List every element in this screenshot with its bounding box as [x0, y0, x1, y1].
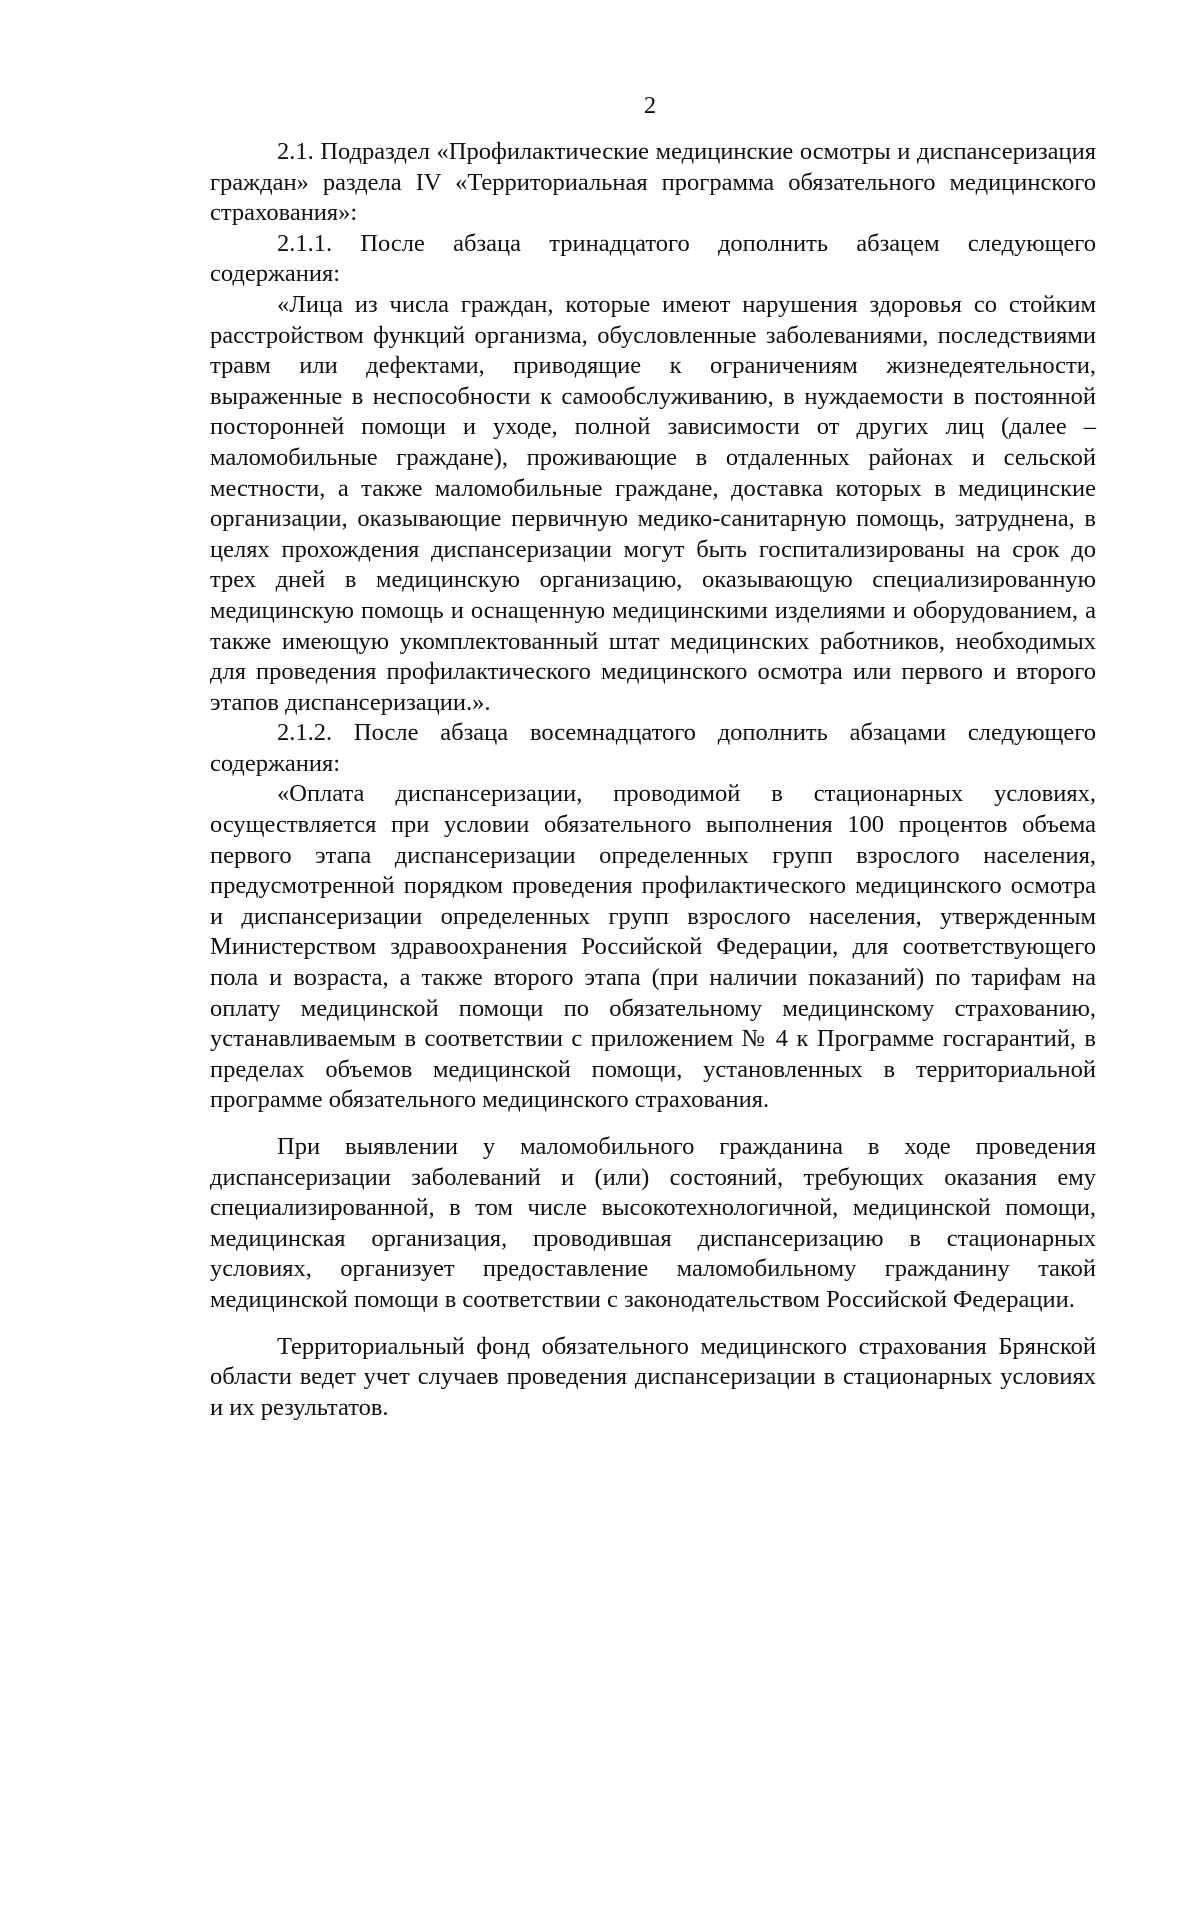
paragraph-fund-records: Территориальный фонд обязательного медицинского страхования Брянской области ведет учет случаев проведения диспансеризации в стационарных условиях и их результатов. — [210, 1332, 1096, 1421]
paragraph-2-1-heading: 2.1. Подраздел «Профилактические медицинские осмотры и диспансеризация граждан» раздела IV «Территориальная программа обязательного медицинского страхования»: — [210, 138, 1096, 227]
paragraph-specialized-care: При выявлении у маломобильного гражданина в ходе проведения диспансеризации заболеваний и (или) состояний, требующих оказания ему специализированной, в том числе высокотехнологичной, медицинской помощи, медицинская организация, проводившая диспансеризацию в стационарных условиях, организует предоставление маломобильному гражданину такой медицинской помощи в соответствии с законодательством Российской Федерации. — [210, 1133, 1096, 1313]
document-body — [210, 137, 1096, 1423]
paragraph-2-1-2-instruction: 2.1.2. После абзаца восемнадцатого дополнить абзацами следующего содержания: — [210, 719, 1096, 777]
page-number: 2 — [643, 92, 657, 119]
paragraph-payment-conditions: «Оплата диспансеризации, проводимой в стационарных условиях, осуществляется при условии обязательного выполнения 100 процентов объема первого этапа диспансеризации определенных групп взрослого населения, предусмотренной порядком проведения профилактического медицинского осмотра и диспансеризации определенных групп взрослого населения, утвержденным Министерством здравоохранения Российской Федерации, для соответствующего пола и возраста, а также второго этапа (при наличии показаний) по тарифам на оплату медицинской помощи по обязательному медицинскому страхованию, устанавливаемым в соответствии с приложением № 4 к Программе госгарантий, в пределах объемов медицинской помощи, установленных в территориальной программе обязательного медицинского страхования. — [210, 780, 1096, 1114]
paragraph-2-1-1-instruction: 2.1.1. После абзаца тринадцатого дополнить абзацем следующего содержания: — [210, 229, 1096, 288]
paragraph-2-1-1-insert-text: «Лица из числа граждан, которые имеют нарушения здоровья со стойким расстройством функций организма, обусловленные заболеваниями, последствиями травм или дефектами, приводящие к ограничениям жизнедеятельности, выраженные в неспособности к самообслуживанию, в нуждаемости в постоянной посторонней помощи и уходе, полной зависимости от других лиц (далее – маломобильные граждане), проживающие в отдаленных районах и сельской местности, а также маломобильные граждане, доставка которых в медицинские организации, оказывающие первичную медико-санитарную помощь, затруднена, в целях прохождения диспансеризации могут быть госпитализированы на срок до трех дней в медицинскую организацию, оказывающую специализированную медицинскую помощь и оснащенную медицинскими изделиями и оборудованием, а также имеющую укомплектованный штат медицинских работников, необходимых для проведения профилактического медицинского осмотра или первого и второго этапов диспансеризации.». — [210, 290, 1096, 716]
